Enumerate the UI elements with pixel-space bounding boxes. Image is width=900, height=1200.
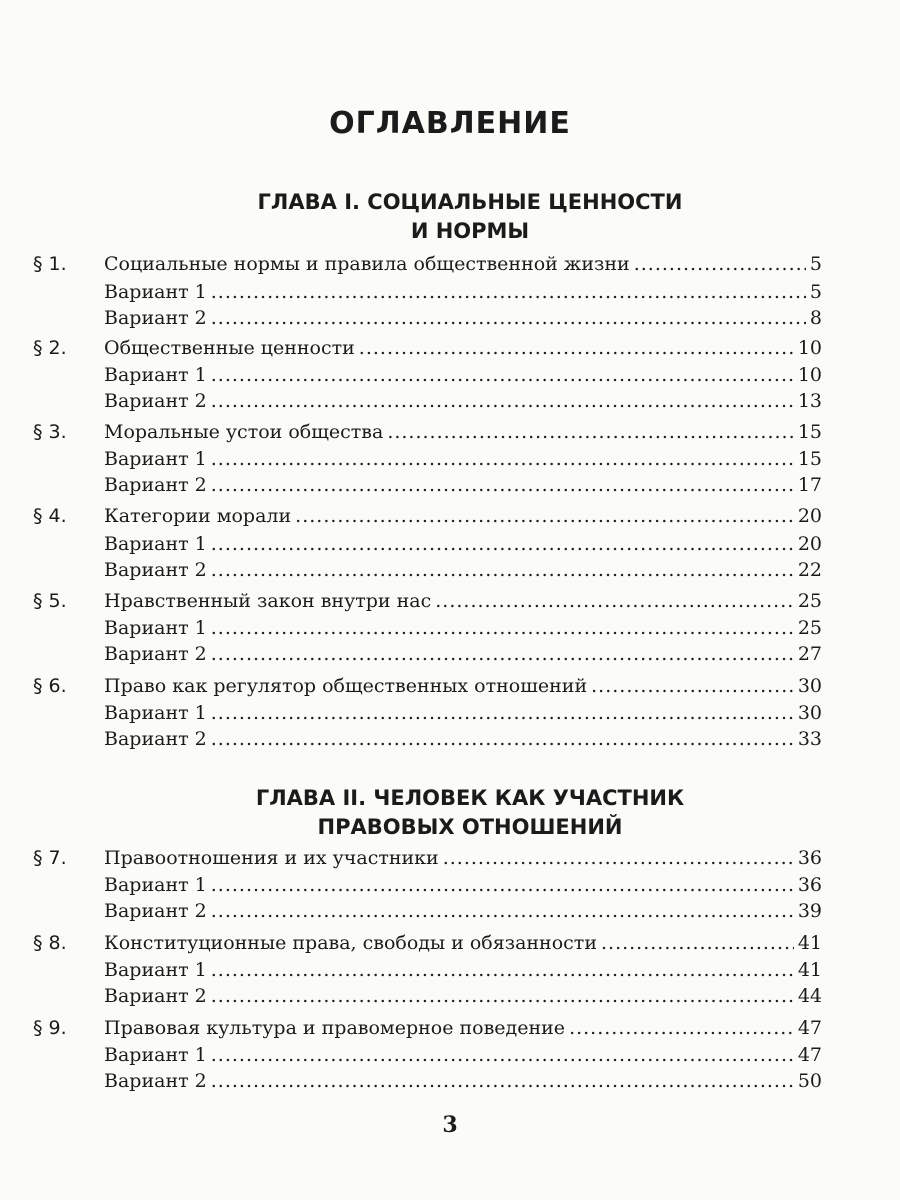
toc-section — [0, 932, 900, 960]
section-number: § 5. — [33, 590, 67, 612]
chapter-1-title — [150, 188, 790, 246]
toc-variant — [0, 959, 900, 987]
variant-page: 8 — [809, 307, 822, 329]
variant-page: 30 — [797, 702, 822, 724]
variant-page: 39 — [797, 900, 822, 922]
variant-label: Вариант 2 — [104, 474, 207, 496]
section-number: § 7. — [33, 847, 67, 869]
section-number: § 2. — [33, 337, 67, 359]
variant-label: Вариант 2 — [104, 728, 207, 750]
section-number: § 1. — [33, 253, 67, 275]
chapter-title-line: И НОРМЫ — [410, 219, 530, 243]
toc-variant — [0, 728, 900, 756]
section-title: Право как регулятор общественных отношений — [104, 675, 588, 697]
variant-label: Вариант 2 — [104, 985, 207, 1007]
chapter-title-line: ГЛАВА I. СОЦИАЛЬНЫЕ ЦЕННОСТИ — [257, 190, 683, 214]
toc-variant — [0, 643, 900, 671]
section-page: 41 — [797, 932, 822, 954]
variant-page: 44 — [797, 985, 822, 1007]
toc-variant — [0, 390, 900, 418]
toc-section — [0, 847, 900, 875]
variant-label: Вариант 1 — [104, 617, 207, 639]
variant-page: 13 — [797, 390, 822, 412]
variant-page: 10 — [797, 364, 822, 386]
variant-page: 15 — [797, 448, 822, 470]
section-title: Социальные нормы и правила общественной жизни — [104, 253, 630, 275]
variant-page: 17 — [797, 474, 822, 496]
section-title: Правовая культура и правомерное поведение — [104, 1017, 566, 1039]
variant-label: Вариант 2 — [104, 390, 207, 412]
section-page: 20 — [797, 505, 822, 527]
section-title: Общественные ценности — [104, 337, 355, 359]
toc-variant — [0, 900, 900, 928]
variant-page: 33 — [797, 728, 822, 750]
variant-page: 5 — [809, 281, 822, 303]
section-title: Правоотношения и их участники — [104, 847, 439, 869]
variant-label: Вариант 1 — [104, 281, 207, 303]
toc-variant — [0, 559, 900, 587]
chapter-title-line: ПРАВОВЫХ ОТНОШЕНИЙ — [317, 815, 623, 839]
toc-variant — [0, 874, 900, 902]
toc-variant — [0, 702, 900, 730]
section-number: § 6. — [33, 675, 67, 697]
variant-label: Вариант 2 — [104, 307, 207, 329]
variant-page: 47 — [797, 1044, 822, 1066]
toc-variant — [0, 281, 900, 309]
toc-variant — [0, 617, 900, 645]
variant-page: 20 — [797, 533, 822, 555]
section-page: 47 — [797, 1017, 822, 1039]
toc-section — [0, 675, 900, 703]
section-page: 36 — [797, 847, 822, 869]
variant-page: 25 — [797, 617, 822, 639]
section-number: § 9. — [33, 1017, 67, 1039]
section-page: 15 — [797, 421, 822, 443]
section-page: 5 — [809, 253, 822, 275]
page-heading: ОГЛАВЛЕНИЕ — [329, 106, 571, 141]
variant-page: 50 — [797, 1070, 822, 1092]
variant-label: Вариант 1 — [104, 364, 207, 386]
toc-section — [0, 590, 900, 618]
section-title: Моральные устои общества — [104, 421, 384, 443]
toc-variant — [0, 307, 900, 335]
section-page: 25 — [797, 590, 822, 612]
toc-section — [0, 253, 900, 281]
section-title: Категории морали — [104, 505, 292, 527]
variant-page: 41 — [797, 959, 822, 981]
variant-page: 27 — [797, 643, 822, 665]
variant-label: Вариант 1 — [104, 448, 207, 470]
section-number: § 3. — [33, 421, 67, 443]
toc-variant — [0, 1070, 900, 1098]
section-number: § 4. — [33, 505, 67, 527]
chapter-title-line: ГЛАВА II. ЧЕЛОВЕК КАК УЧАСТНИК — [255, 786, 685, 810]
toc-section — [0, 337, 900, 365]
toc-variant — [0, 448, 900, 476]
toc-section — [0, 1017, 900, 1045]
variant-label: Вариант 1 — [104, 702, 207, 724]
variant-page: 36 — [797, 874, 822, 896]
variant-label: Вариант 2 — [104, 1070, 207, 1092]
page-number: 3 — [442, 1112, 458, 1138]
section-page: 30 — [797, 675, 822, 697]
variant-label: Вариант 1 — [104, 959, 207, 981]
section-number: § 8. — [33, 932, 67, 954]
toc-section — [0, 505, 900, 533]
variant-label: Вариант 1 — [104, 1044, 207, 1066]
chapter-2-title — [150, 784, 790, 842]
variant-label: Вариант 2 — [104, 900, 207, 922]
toc-variant — [0, 474, 900, 502]
toc-variant — [0, 1044, 900, 1072]
toc-variant — [0, 533, 900, 561]
variant-label: Вариант 2 — [104, 643, 207, 665]
toc-variant — [0, 985, 900, 1013]
toc-variant — [0, 364, 900, 392]
section-title: Нравственный закон внутри нас — [104, 590, 432, 612]
variant-label: Вариант 1 — [104, 874, 207, 896]
toc-section — [0, 421, 900, 449]
section-page: 10 — [797, 337, 822, 359]
variant-label: Вариант 1 — [104, 533, 207, 555]
variant-page: 22 — [797, 559, 822, 581]
variant-label: Вариант 2 — [104, 559, 207, 581]
section-title: Конституционные права, свободы и обязанности — [104, 932, 597, 954]
